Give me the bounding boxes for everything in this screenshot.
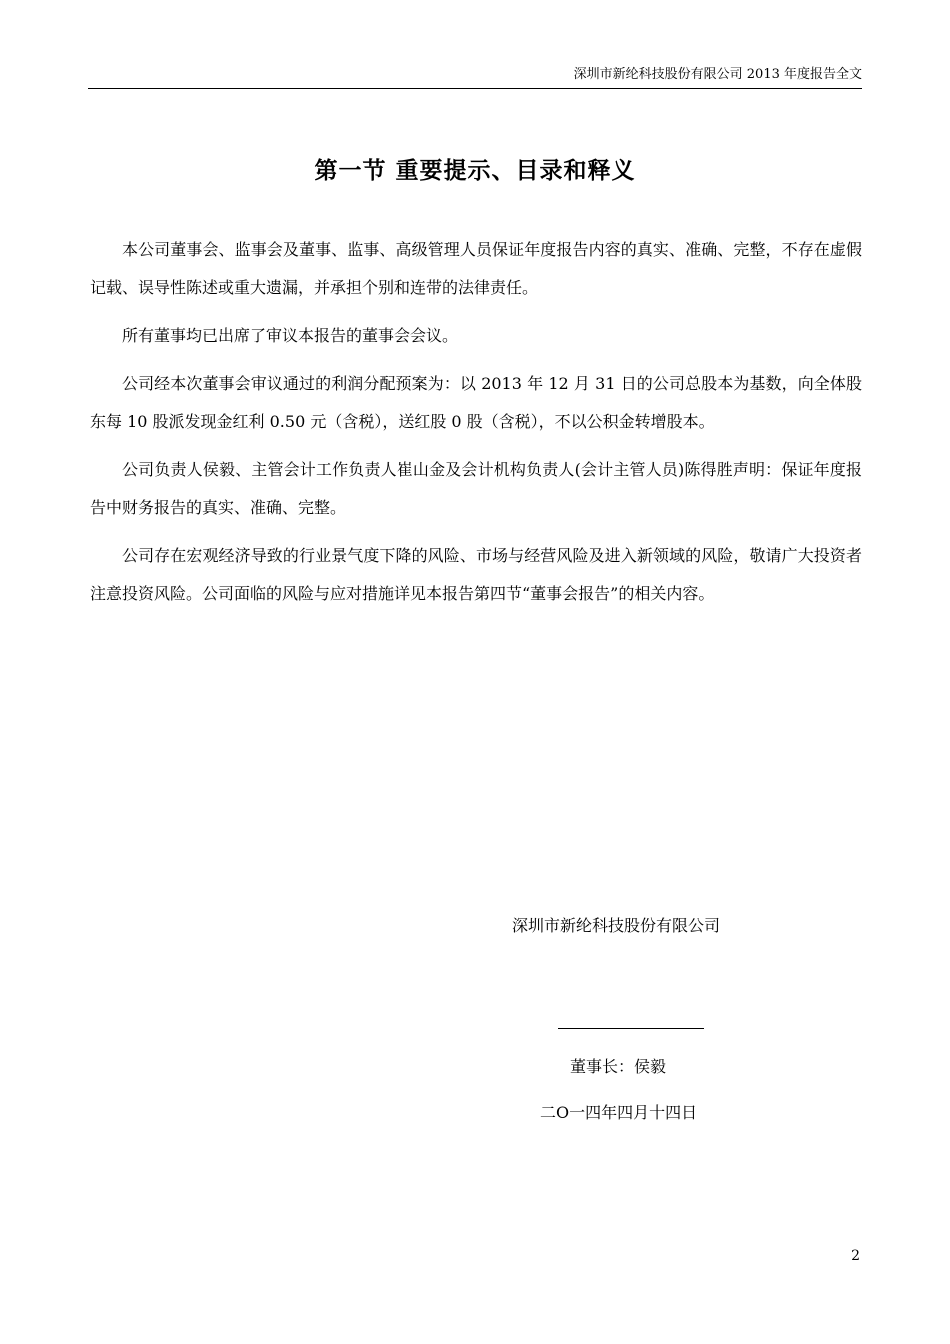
signature-company: 深圳市新纶科技股份有限公司	[512, 916, 721, 935]
header-text: 深圳市新纶科技股份有限公司 2013 年度报告全文	[573, 67, 862, 82]
paragraph-risk: 公司存在宏观经济导致的行业景气度下降的风险、市场与经营风险及进入新领域的风险，敬请广大投资者注意投资风险。公司面临的风险与应对措施详见本报告第四节“董事会报告”的相关内容。	[90, 546, 862, 603]
page-number: 2	[851, 1248, 860, 1264]
paragraph-declaration: 公司负责人侯毅、主管会计工作负责人崔山金及会计机构负责人(会计主管人员)陈得胜声明：保证年度报告中财务报告的真实、准确、完整。	[90, 460, 862, 517]
signature-line	[558, 1028, 704, 1029]
signature-date: 二O一四年四月十四日	[540, 1103, 698, 1122]
page-header	[88, 66, 862, 89]
signature-chairman: 董事长：侯毅	[570, 1057, 667, 1076]
section-title: 第一节 重要提示、目录和释义	[314, 158, 636, 184]
notice-body	[90, 231, 862, 623]
paragraph-profit-distribution: 公司经本次董事会审议通过的利润分配预案为：以 2013 年 12 月 31 日的公司总股本为基数，向全体股东每 10 股派发现金红利 0.50 元（含税），送红股 0 股（含税），不以公积金转增股本。	[90, 374, 862, 431]
paragraph-responsibility: 本公司董事会、监事会及董事、监事、高级管理人员保证年度报告内容的真实、准确、完整，不存在虚假记载、误导性陈述或重大遗漏，并承担个别和连带的法律责任。	[90, 240, 862, 297]
paragraph-attendance: 所有董事均已出席了审议本报告的董事会会议。	[122, 326, 459, 345]
